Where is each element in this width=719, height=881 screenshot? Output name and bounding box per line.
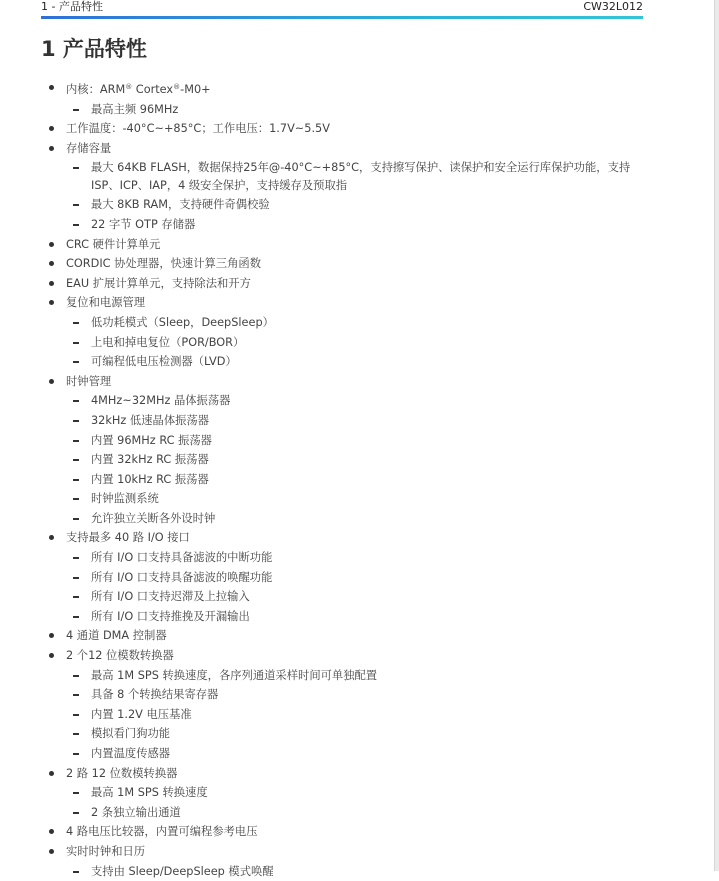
io-item: 所有 I/O 口支持推挽及开漏输出 [0, 607, 714, 627]
adc-label: 2 个12 位模数转换器 [66, 649, 174, 663]
adc-item: 具备 8 个转换结果寄存器 [0, 685, 714, 705]
feature-core [0, 78, 714, 119]
io-label: 支持最多 40 路 I/O 接口 [66, 531, 190, 545]
clock-item: 内置 32kHz RC 振荡器 [0, 450, 714, 470]
io-item: 所有 I/O 口支持具备滤波的唤醒功能 [0, 568, 714, 588]
feature-storage [0, 139, 714, 235]
core-text-post: -M0+ [180, 83, 211, 96]
clock-label: 时钟管理 [66, 374, 112, 388]
header-product-name: CW32L012 [583, 0, 643, 13]
io-item: 所有 I/O 口支持迟滞及上拉输入 [0, 587, 714, 607]
core-registered-mark-2: ® [173, 83, 181, 91]
feature-io [0, 528, 714, 626]
feature-dma: 4 通道 DMA 控制器 [0, 626, 714, 646]
dac-item: 最高 1M SPS 转换速度 [0, 783, 714, 803]
feature-list [0, 78, 714, 881]
clock-item: 内置 10kHz RC 振荡器 [0, 470, 714, 490]
rtc-label: 实时时钟和日历 [66, 844, 146, 858]
clock-item: 允许独立关断各外设时钟 [0, 509, 714, 529]
io-item: 所有 I/O 口支持具备滤波的中断功能 [0, 548, 714, 568]
adc-item: 内置 1.2V 电压基准 [0, 705, 714, 725]
adc-item: 模拟看门狗功能 [0, 724, 714, 744]
feature-cordic: CORDIC 协处理器，快速计算三角函数 [0, 254, 714, 274]
rtc-item: 支持由 Sleep/DeepSleep 模式唤醒 [0, 862, 714, 881]
storage-label: 存储容量 [66, 141, 112, 155]
reset-power-item: 上电和掉电复位（POR/BOR） [0, 333, 714, 353]
section-title: 1 产品特性 [41, 37, 147, 61]
clock-item: 时钟监测系统 [0, 489, 714, 509]
reset-power-item: 可编程低电压检测器（LVD） [0, 352, 714, 372]
page-edge [714, 0, 719, 871]
adc-item: 内置温度传感器 [0, 744, 714, 764]
feature-eau: EAU 扩展计算单元，支持除法和开方 [0, 274, 714, 294]
header-section-label: 1 - 产品特性 [41, 0, 103, 13]
clock-item: 内置 96MHz RC 振荡器 [0, 431, 714, 451]
reset-power-item: 低功耗模式（Sleep，DeepSleep） [0, 313, 714, 333]
dac-item: 2 条独立输出通道 [0, 803, 714, 823]
header-rule [41, 16, 643, 19]
core-registered-mark: ® [125, 83, 133, 91]
feature-comparator: 4 路电压比较器，内置可编程参考电压 [0, 822, 714, 842]
core-text-pre: 内核：ARM [66, 83, 126, 96]
feature-reset-power [0, 293, 714, 371]
storage-item-ram: 最大 8KB RAM，支持硬件奇偶校验 [0, 195, 714, 215]
feature-clock [0, 372, 714, 529]
storage-item-otp: 22 字节 OTP 存储器 [0, 215, 714, 235]
feature-dac [0, 764, 714, 823]
core-text-mid: Cortex [132, 83, 174, 96]
adc-item: 最高 1M SPS 转换速度，各序列通道采样时间可单独配置 [0, 666, 714, 686]
feature-adc [0, 646, 714, 764]
storage-item-flash: 最大 64KB FLASH，数据保持25年@-40°C~+85°C，支持擦写保护、读保护和安全运行库保护功能，支持 ISP、ICP、IAP，4 级安全保护，支持缓存及预取指 [0, 158, 714, 195]
feature-crc: CRC 硬件计算单元 [0, 235, 714, 255]
feature-rtc [0, 842, 714, 881]
reset-power-label: 复位和电源管理 [66, 296, 146, 310]
dac-label: 2 路 12 位数模转换器 [66, 766, 178, 780]
page-header [41, 0, 643, 16]
feature-conditions: 工作温度：-40°C~+85°C；工作电压：1.7V~5.5V [0, 119, 714, 139]
feature-core-freq: 最高主频 96MHz [0, 100, 714, 120]
clock-item: 4MHz~32MHz 晶体振荡器 [0, 391, 714, 411]
clock-item: 32kHz 低速晶体振荡器 [0, 411, 714, 431]
